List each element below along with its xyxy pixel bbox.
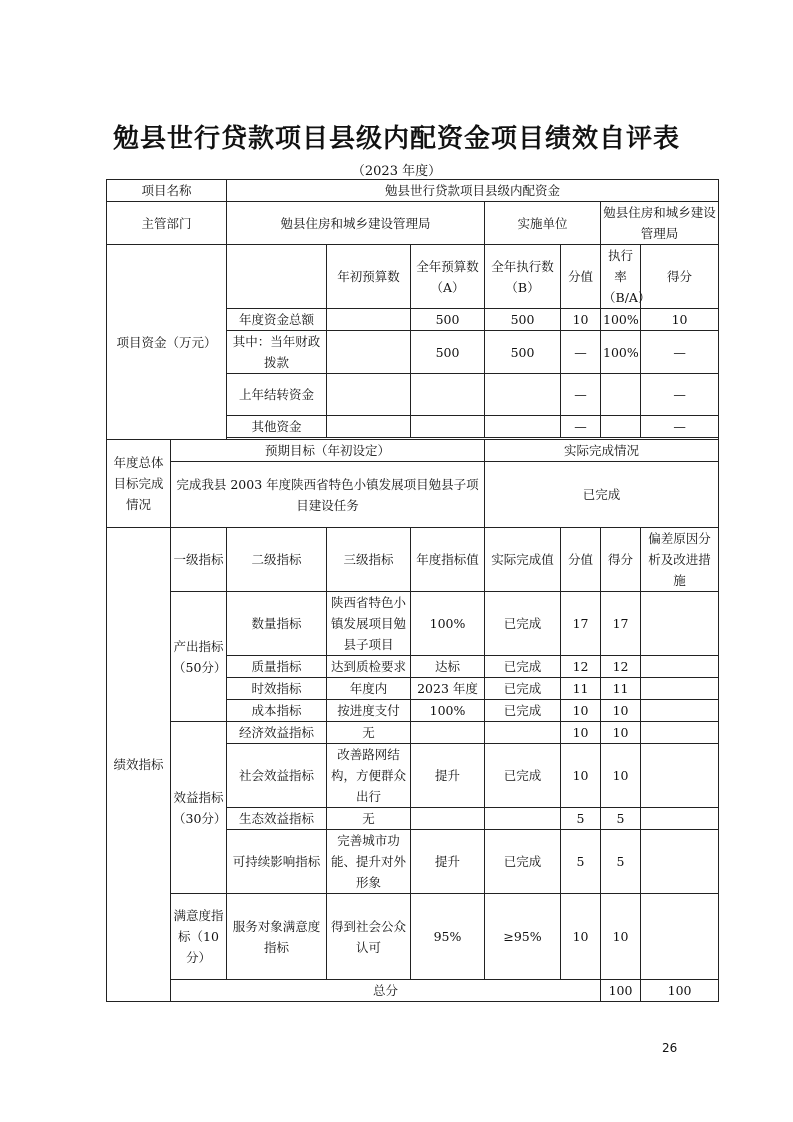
department-row xyxy=(107,202,719,245)
perf-weight: 10 xyxy=(561,700,601,722)
perf-level2: 时效指标 xyxy=(227,678,327,700)
funds-header-annual: 全年预算数（A） xyxy=(411,245,485,309)
funds-header-exec: 全年执行数（B） xyxy=(485,245,561,309)
perf-header-level2: 二级指标 xyxy=(227,528,327,592)
funds-row-exec xyxy=(485,416,561,438)
perf-group-satisfaction: 满意度指标（10分） xyxy=(171,894,227,980)
perf-header-actual: 实际完成值 xyxy=(485,528,561,592)
department-value: 勉县住房和城乡建设管理局 xyxy=(227,202,485,245)
project-name-label: 项目名称 xyxy=(107,180,227,202)
document-subtitle: （2023 年度） xyxy=(351,164,442,179)
perf-reason xyxy=(641,744,719,808)
total-row xyxy=(107,980,719,1002)
perf-group-output: 产出指标（50分） xyxy=(171,592,227,722)
funds-row-initial xyxy=(327,416,411,438)
page-number: 26 xyxy=(662,1041,678,1055)
funds-row-name: 其他资金 xyxy=(227,416,327,438)
funds-row-exec: 500 xyxy=(485,331,561,374)
perf-level3: 陕西省特色小镇发展项目勉县子项目 xyxy=(327,592,411,656)
funds-row-name: 上年结转资金 xyxy=(227,374,327,416)
funds-row-annual xyxy=(411,374,485,416)
funds-header-weight: 分值 xyxy=(561,245,601,309)
perf-target: 提升 xyxy=(411,744,485,808)
perf-level2: 质量指标 xyxy=(227,656,327,678)
perf-weight: 5 xyxy=(561,830,601,894)
funds-row-exec xyxy=(485,374,561,416)
funds-header-rate: 执行率（B/A） xyxy=(601,245,641,309)
perf-level3: 无 xyxy=(327,722,411,744)
perf-level3: 改善路网结构，方便群众出行 xyxy=(327,744,411,808)
funds-row-rate xyxy=(601,416,641,438)
perf-actual: 已完成 xyxy=(485,592,561,656)
funds-header-score: 得分 xyxy=(641,245,719,309)
perf-weight: 10 xyxy=(561,894,601,980)
perf-header-reason: 偏差原因分析及改进措施 xyxy=(641,528,719,592)
perf-level3: 得到社会公众认可 xyxy=(327,894,411,980)
project-name-value: 勉县世行贷款项目县级内配资金 xyxy=(227,180,719,202)
perf-row xyxy=(107,592,719,656)
perf-actual: 已完成 xyxy=(485,678,561,700)
funds-row-weight: — xyxy=(561,374,601,416)
perf-reason xyxy=(641,678,719,700)
perf-header-target: 年度指标值 xyxy=(411,528,485,592)
perf-score: 5 xyxy=(601,808,641,830)
total-label: 总分 xyxy=(171,980,601,1002)
perf-reason xyxy=(641,894,719,980)
goal-header-row xyxy=(107,440,719,462)
perf-weight: 10 xyxy=(561,722,601,744)
perf-score: 10 xyxy=(601,722,641,744)
perf-level2: 社会效益指标 xyxy=(227,744,327,808)
document-title: 勉县世行贷款项目县级内配资金项目绩效自评表 xyxy=(112,124,680,154)
funds-row-initial xyxy=(327,374,411,416)
perf-actual: 已完成 xyxy=(485,700,561,722)
perf-row xyxy=(107,722,719,744)
performance-evaluation-table xyxy=(106,179,719,1002)
perf-score: 12 xyxy=(601,656,641,678)
perf-reason xyxy=(641,592,719,656)
goal-actual-text: 已完成 xyxy=(485,462,719,528)
funds-row-rate: 100% xyxy=(601,331,641,374)
funds-row-weight: 10 xyxy=(561,309,601,331)
perf-actual: ≥95% xyxy=(485,894,561,980)
perf-reason xyxy=(641,808,719,830)
total-weight: 100 xyxy=(601,980,641,1002)
perf-level3: 年度内 xyxy=(327,678,411,700)
funds-header-row xyxy=(107,245,719,309)
perf-target: 达标 xyxy=(411,656,485,678)
perf-score: 11 xyxy=(601,678,641,700)
perf-reason xyxy=(641,830,719,894)
perf-weight: 10 xyxy=(561,744,601,808)
perf-target: 2023 年度 xyxy=(411,678,485,700)
perf-actual: 已完成 xyxy=(485,656,561,678)
perf-header-weight: 分值 xyxy=(561,528,601,592)
funds-row-score: — xyxy=(641,416,719,438)
goal-content-row xyxy=(107,462,719,528)
perf-weight: 5 xyxy=(561,808,601,830)
total-score: 100 xyxy=(641,980,719,1002)
perf-target: 95% xyxy=(411,894,485,980)
perf-row xyxy=(107,894,719,980)
perf-score: 10 xyxy=(601,700,641,722)
implementing-unit-label: 实施单位 xyxy=(485,202,601,245)
funds-row-exec: 500 xyxy=(485,309,561,331)
perf-level3: 完善城市功能、提升对外形象 xyxy=(327,830,411,894)
perf-target: 提升 xyxy=(411,830,485,894)
funds-row-name: 其中：当年财政拨款 xyxy=(227,331,327,374)
perf-actual xyxy=(485,722,561,744)
perf-score: 5 xyxy=(601,830,641,894)
perf-level3: 按进度支付 xyxy=(327,700,411,722)
funds-row-score: — xyxy=(641,331,719,374)
perf-weight: 11 xyxy=(561,678,601,700)
funds-row-rate: 100% xyxy=(601,309,641,331)
perf-score: 10 xyxy=(601,744,641,808)
perf-reason xyxy=(641,722,719,744)
perf-score: 10 xyxy=(601,894,641,980)
perf-header-level3: 三级指标 xyxy=(327,528,411,592)
funds-label: 项目资金（万元） xyxy=(107,245,227,440)
perf-header-level1: 一级指标 xyxy=(171,528,227,592)
perf-header-score: 得分 xyxy=(601,528,641,592)
perf-reason xyxy=(641,656,719,678)
funds-row-rate xyxy=(601,374,641,416)
funds-row-annual: 500 xyxy=(411,331,485,374)
perf-level3: 达到质检要求 xyxy=(327,656,411,678)
goal-label: 年度总体目标完成情况 xyxy=(107,440,171,528)
perf-target xyxy=(411,722,485,744)
perf-level2: 生态效益指标 xyxy=(227,808,327,830)
perf-level2: 可持续影响指标 xyxy=(227,830,327,894)
funds-row-score: — xyxy=(641,374,719,416)
implementing-unit-value: 勉县住房和城乡建设管理局 xyxy=(601,202,719,245)
perf-score: 17 xyxy=(601,592,641,656)
funds-header-blank xyxy=(227,245,327,309)
department-label: 主管部门 xyxy=(107,202,227,245)
perf-level2: 数量指标 xyxy=(227,592,327,656)
perf-reason xyxy=(641,700,719,722)
perf-level2: 服务对象满意度指标 xyxy=(227,894,327,980)
funds-row-initial xyxy=(327,309,411,331)
goal-expected-label: 预期目标（年初设定） xyxy=(171,440,485,462)
funds-row-score: 10 xyxy=(641,309,719,331)
perf-group-benefit: 效益指标（30分） xyxy=(171,722,227,894)
perf-target: 100% xyxy=(411,592,485,656)
funds-row-weight: — xyxy=(561,416,601,438)
funds-row-weight: — xyxy=(561,331,601,374)
goal-actual-label: 实际完成情况 xyxy=(485,440,719,462)
perf-level3: 无 xyxy=(327,808,411,830)
perf-actual: 已完成 xyxy=(485,744,561,808)
perf-label: 绩效指标 xyxy=(107,528,171,1002)
goal-expected-text: 完成我县 2003 年度陕西省特色小镇发展项目勉县子项目建设任务 xyxy=(171,462,485,528)
funds-row-initial xyxy=(327,331,411,374)
project-name-row xyxy=(107,180,719,202)
funds-row-annual: 500 xyxy=(411,309,485,331)
perf-target: 100% xyxy=(411,700,485,722)
funds-row-name: 年度资金总额 xyxy=(227,309,327,331)
funds-row-annual xyxy=(411,416,485,438)
perf-target xyxy=(411,808,485,830)
perf-actual xyxy=(485,808,561,830)
perf-weight: 17 xyxy=(561,592,601,656)
perf-weight: 12 xyxy=(561,656,601,678)
perf-header-row xyxy=(107,528,719,592)
perf-level2: 成本指标 xyxy=(227,700,327,722)
funds-header-initial: 年初预算数 xyxy=(327,245,411,309)
perf-actual: 已完成 xyxy=(485,830,561,894)
perf-level2: 经济效益指标 xyxy=(227,722,327,744)
